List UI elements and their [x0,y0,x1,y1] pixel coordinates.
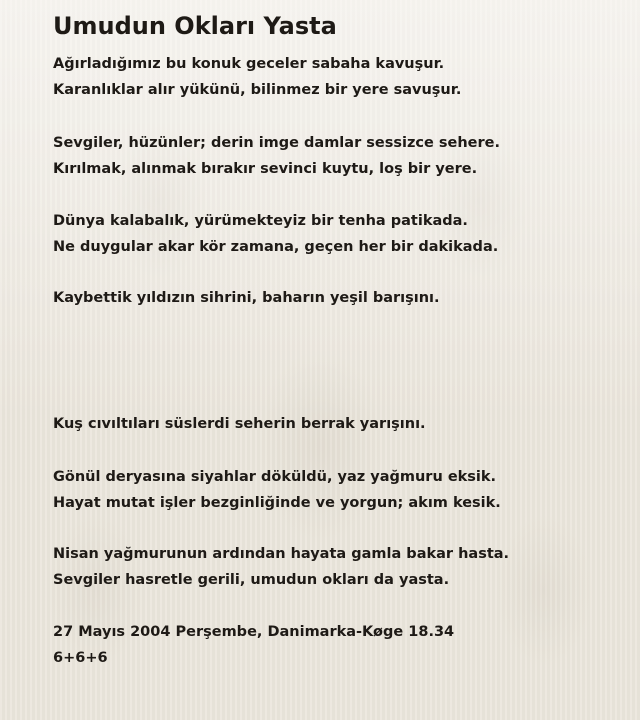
signature-meter: 6+6+6 [53,650,108,666]
stanza-3-line-2: Ne duygular akar kör zamana, geçen her bir dakikada. [53,239,499,255]
stanza-4-line-1: Kaybettik yıldızın sihrini, baharın yeşil barışını. [53,290,440,306]
stanza-4-line-2: Kuş cıvıltıları süslerdi seherin berrak yarışını. [53,416,426,432]
stanza-2-line-2: Kırılmak, alınmak bırakır sevinci kuytu, loş bir yere. [53,161,478,177]
poem-title: Umudun Okları Yasta [53,12,337,40]
stanza-1-line-1: Ağırladığımız bu konuk geceler sabaha kavuşur. [53,56,445,72]
stanza-6-line-2: Sevgiler hasretle gerili, umudun okları da yasta. [53,572,450,588]
stanza-1-line-2: Karanlıklar alır yükünü, bilinmez bir yere savuşur. [53,82,462,98]
stanza-5-line-2: Hayat mutat işler bezginliğinde ve yorgun; akım kesik. [53,495,501,511]
stanza-2-line-1: Sevgiler, hüzünler; derin imge damlar sessizce sehere. [53,135,500,151]
stanza-6-line-1: Nisan yağmurunun ardından hayata gamla bakar hasta. [53,546,510,562]
stanza-5-line-1: Gönül deryasına siyahlar döküldü, yaz yağmuru eksik. [53,469,497,485]
stanza-3-line-1: Dünya kalabalık, yürümekteyiz bir tenha patikada. [53,213,468,229]
signature-dateline: 27 Mayıs 2004 Perşembe, Danimarka-Køge 18.34 [53,624,455,640]
